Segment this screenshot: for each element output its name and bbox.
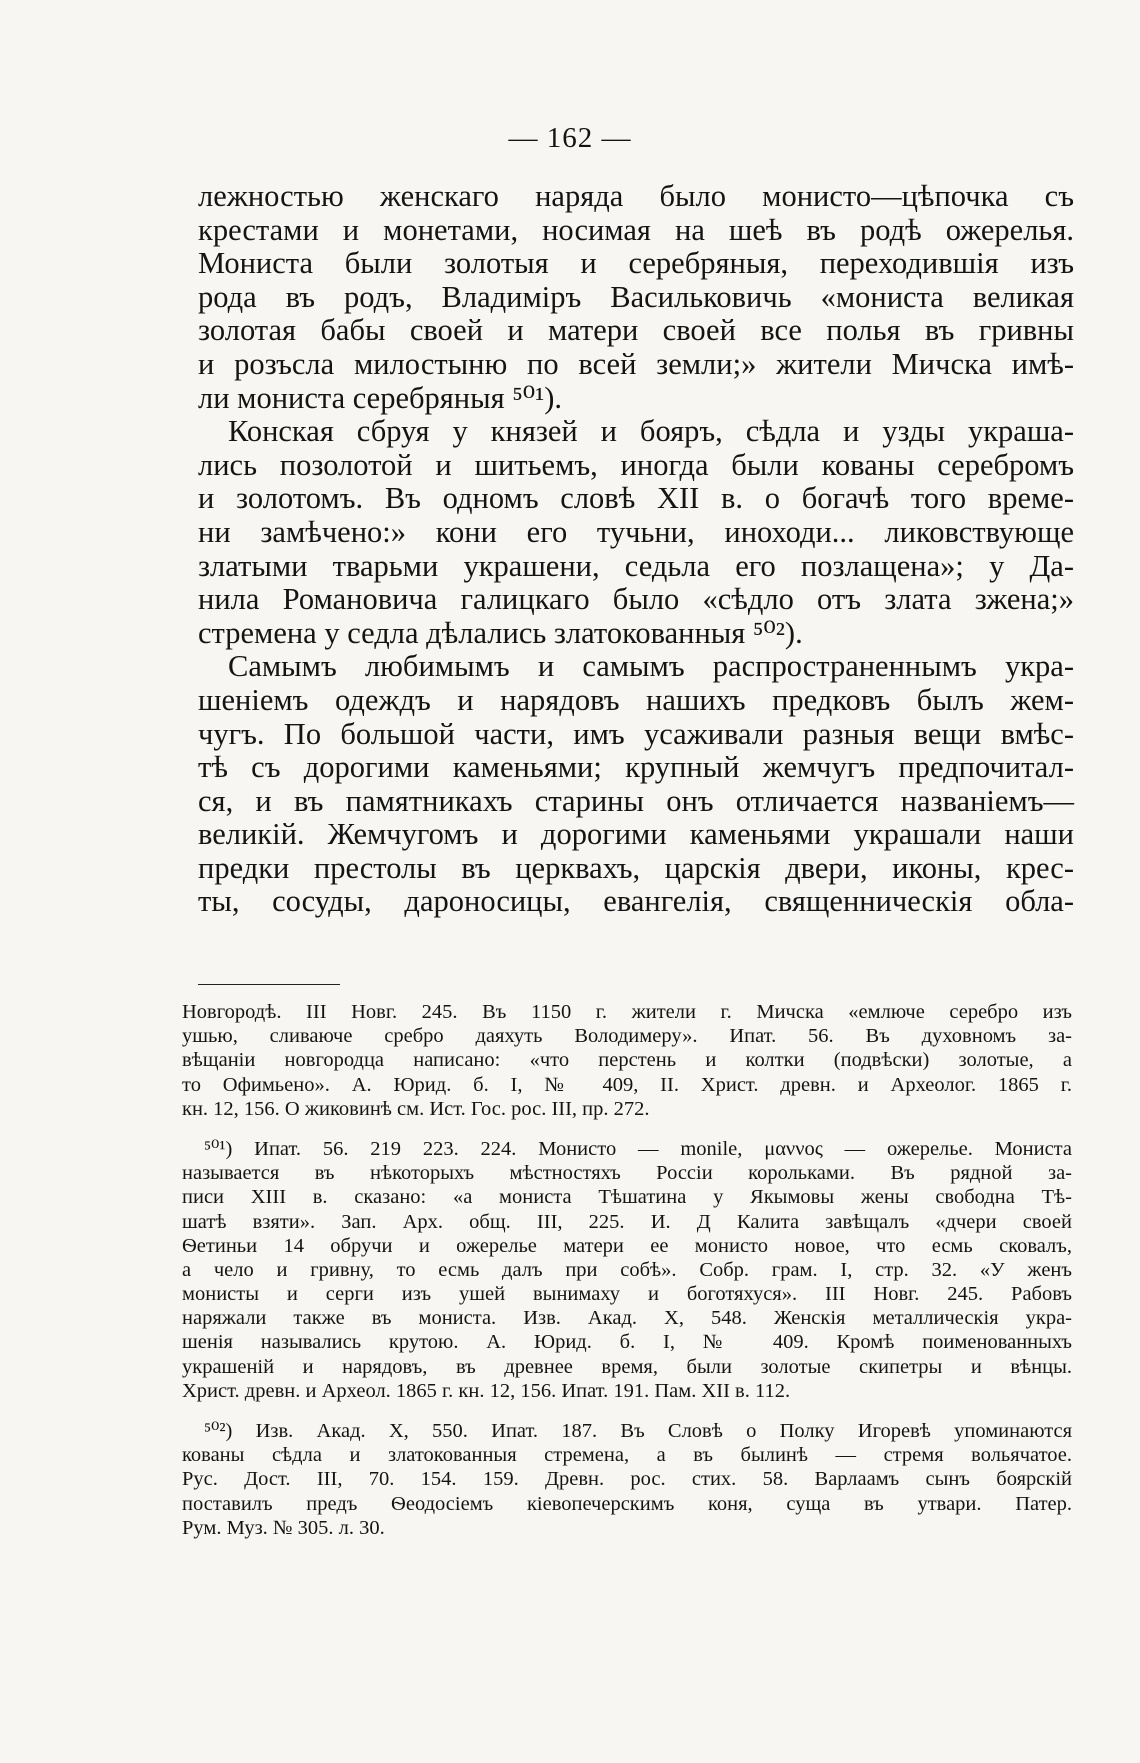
footnote-line: кованы сѣдла и златокованныя стремена, а въ былинѣ — стремя вольячатое.	[182, 1444, 1072, 1467]
footnote-line: Христ. древн. и Археол. 1865 г. кн. 12, 156. Ипат. 191. Пам. XII в. 112.	[182, 1379, 791, 1402]
footnote-gap	[182, 1121, 1072, 1137]
footnote-line: то Офимьено». А. Юрид. б. I, № 409, II. Христ. древн. и Археолог. 1865 г.	[182, 1073, 1072, 1096]
text-line: Мониста были золотыя и серебряныя, переходившія изъ	[198, 246, 1074, 281]
footnote-line: Ѳетиньи 14 обручи и ожерелье матери ее монисто новое, что есмь сковалъ,	[182, 1234, 1072, 1257]
footnote-line: ⁵⁰¹) Ипат. 56. 219 223. 224. Монисто — monile, μαννος — ожерелье. Мониста	[204, 1137, 1072, 1160]
text-line: златыми тварьми украшени, седьла его позлащена»; у Да-	[198, 548, 1074, 583]
text-line: и золотомъ. Въ одномъ словѣ XII в. о богачѣ того време-	[198, 481, 1074, 516]
footnote-line: ушью, сливаюче сребро даяхуть Володимеру». Ипат. 56. Въ духовномъ за-	[182, 1025, 1072, 1048]
text-line: и розъсла милостыню по всей земли;» жители Мичска имѣ-	[198, 346, 1074, 381]
footnote-line: украшеній и нарядовъ, въ древнее время, были золотые скипетры и вѣнцы.	[182, 1355, 1072, 1378]
footnote-line: Рус. Дост. III, 70. 154. 159. Древн. рос. стих. 58. Варлаамъ сынъ боярскій	[182, 1468, 1072, 1491]
footnote-line: писи XIII в. сказано: «а мониста Тѣшатина у Якымовы жены свободна Тѣ-	[182, 1186, 1072, 1209]
footnote-line: ⁵⁰²) Изв. Акад. X, 550. Ипат. 187. Въ Словѣ о Полку Игоревѣ упоминаются	[204, 1420, 1072, 1442]
footnote-line: наряжали также въ мониста. Изв. Акад. X, 548. Женскія металлическія укра-	[182, 1307, 1072, 1330]
text-line: чугъ. По большой части, имъ усаживали разныя вещи вмѣс-	[198, 716, 1074, 751]
text-line: стремена у седла дѣлались златокованныя ⁵⁰²).	[198, 615, 803, 650]
footnote-separator	[198, 984, 340, 985]
footnote-line: шатѣ взяти». Зап. Арх. общ. III, 225. И. Д Калита завѣщалъ «дчери своей	[182, 1210, 1072, 1233]
text-line: шеніемъ одеждъ и нарядовъ нашихъ предковъ былъ жем-	[198, 682, 1074, 717]
footnote-line: вѣщаніи новгородца написано: «что перстень и колтки (подвѣски) золотые, а	[182, 1049, 1072, 1072]
footnote-line: поставилъ предъ Ѳеодосіемъ кіевопечерскимъ коня, суща въ утвари. Патер.	[182, 1492, 1072, 1515]
text-line: Конская сбруя у князей и бояръ, сѣдла и узды украша-	[228, 414, 1074, 449]
footnote-line: Новгородѣ. III Новг. 245. Въ 1150 г. жители г. Мичска «емлюче серебро изъ	[182, 1001, 1072, 1023]
text-line: лежностью женскаго наряда было монисто—цѣпочка съ	[198, 179, 1074, 213]
text-line: крестами и монетами, носимая на шеѣ въ родѣ ожерелья.	[198, 212, 1074, 247]
text-line: тѣ съ дорогими каменьями; крупный жемчугъ предпочитал-	[198, 750, 1074, 785]
text-line: ли мониста серебряныя ⁵⁰¹).	[198, 380, 563, 415]
text-line: нила Романовича галицкаго было «сѣдло отъ злата зжена;»	[198, 582, 1074, 617]
text-line: Самымъ любимымъ и самымъ распространеннымъ укра-	[228, 649, 1074, 684]
footnote-line: а чело и гривну, то есмь далъ при собѣ». Собр. грам. I, стр. 32. «У женъ	[182, 1258, 1072, 1281]
main-text	[198, 180, 1074, 919]
text-line: ся, и въ памятникахъ старины онъ отличается названіемъ—	[198, 783, 1074, 818]
text-line: рода въ родъ, Владиміръ Васильковичь «мониста великая	[198, 279, 1074, 314]
text-line: ни замѣчено:» кони его тучьни, иноходи... ликовствующе	[198, 514, 1074, 549]
footnote-line: монисты и серги изъ ушей вынимаху и боготяхуся». III Новг. 245. Рабовъ	[182, 1283, 1072, 1306]
text-line: ты, сосуды, дароносицы, евангелія, священническія обла-	[198, 884, 1074, 919]
page-number: — 162 —	[508, 122, 632, 154]
footnote-line: кн. 12, 156. О жиковинѣ см. Ист. Гос. рос. III, пр. 272.	[182, 1097, 650, 1120]
footnote-line: шенія назывались крутою. А. Юрид. б. I, № 409. Кромѣ поименованныхъ	[182, 1331, 1072, 1354]
footnote-line: Рум. Муз. № 305. л. 30.	[182, 1516, 385, 1539]
text-line: золотая бабы своей и матери своей все полья въ гривны	[198, 313, 1074, 348]
footnote-line: называется въ нѣкоторыхъ мѣстностяхъ Россіи корольками. Въ рядной за-	[182, 1162, 1072, 1185]
footnotes	[182, 1000, 1072, 1540]
footnote-gap	[182, 1403, 1072, 1419]
text-line: великій. Жемчугомъ и дорогими каменьями украшали наши	[198, 817, 1074, 852]
text-line: лись позолотой и шитьемъ, иногда были кованы серебромъ	[198, 447, 1074, 482]
text-line: предки престолы въ церквахъ, царскія двери, иконы, крес-	[198, 850, 1074, 885]
